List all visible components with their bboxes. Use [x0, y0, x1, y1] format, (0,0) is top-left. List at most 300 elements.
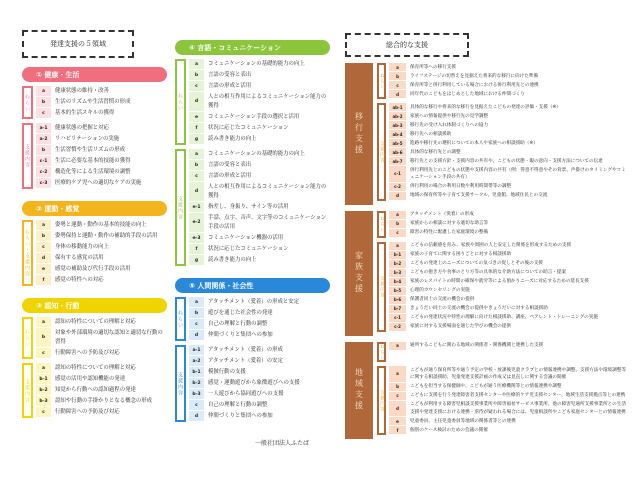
support-groups: [377, 211, 630, 336]
item-text: 具体的な移行先との調整: [410, 149, 461, 155]
item-text: 家族に対する支援場面を通じた学びの機会の提供: [410, 324, 512, 329]
item-code: a-2: [189, 356, 204, 366]
item-code: b: [389, 220, 406, 228]
item-code: b: [36, 97, 51, 107]
list-item: [36, 167, 167, 177]
list-item: [189, 319, 330, 329]
item-code: a: [36, 317, 51, 327]
item-code: b: [36, 328, 51, 347]
list-item: [189, 213, 330, 232]
item-text: 認知や行動の手掛かりとなる概念の形成: [55, 398, 153, 404]
item-text: 言語の受容と表出: [208, 162, 252, 168]
item-text: 移行先との支援方針・支援内容の共有や、こどもの状態・親の意向・支援方法についての伝達: [410, 158, 603, 164]
item-text: 保有する感覚の活用: [55, 255, 104, 261]
item-text: 姿勢と運動・動作の基本的技能の向上: [55, 222, 147, 228]
list-item: [189, 202, 330, 212]
item-code: c-3: [36, 178, 51, 188]
item-text: 言語の形成と活用: [208, 83, 252, 89]
item-text: 認知の特性についての理解と対応: [55, 319, 136, 325]
list-item: [389, 242, 630, 250]
support-groups: [377, 342, 630, 440]
item-text: 併行利用の場合の利用日数や利用時間帯等の調整: [410, 184, 512, 189]
item-code: b-1: [389, 251, 406, 259]
item-text: コミュニケーションの基礎的能力の向上: [208, 61, 305, 67]
group: [377, 63, 630, 99]
list-item: [189, 308, 330, 318]
item-code: e: [389, 417, 406, 425]
item-code: b: [389, 72, 406, 80]
list-item: [389, 103, 630, 111]
item-text: 健康状態の把握と対応: [55, 125, 109, 131]
list-item: [36, 396, 167, 406]
list-item: [389, 72, 630, 80]
item-text: きょうだい同士の交流の機会の提供やきょうだいに対する相談援助: [410, 306, 548, 311]
item-code: d: [36, 253, 51, 263]
list-item: [36, 231, 167, 241]
item-code: f: [189, 123, 204, 133]
section-header: ④ 言語・コミュニケーション: [175, 40, 330, 55]
item-text: 対象や外部環境の適切な認知と適切な行動の習得: [55, 330, 163, 345]
item-text: 障害の特性に配慮した家庭環境の整備: [410, 230, 489, 235]
list-item: [36, 275, 167, 285]
item-code: b: [189, 160, 204, 170]
list-item: [36, 363, 167, 373]
item-text: 感覚・運動遊びから象徴遊びへの支援: [208, 380, 300, 386]
group: [22, 317, 167, 359]
item-text: 模倣行動の支援: [208, 369, 246, 375]
list-item: [36, 145, 167, 155]
group: [175, 59, 330, 145]
item-code: c-2: [389, 183, 406, 191]
list-item: [189, 400, 330, 410]
item-code: b: [189, 308, 204, 318]
item-text: 移行先の受け入れ体制づくりへの協力: [410, 122, 489, 128]
list-item: [189, 92, 330, 111]
item-code: c: [389, 81, 406, 89]
item-code: b-2: [389, 260, 406, 268]
item-text: 個別のケース検討のための会議の開催: [410, 427, 488, 433]
group: [377, 211, 630, 238]
item-list: [389, 103, 630, 201]
item-code: a: [389, 342, 406, 350]
list-item: [389, 211, 630, 219]
list-item: [389, 121, 630, 129]
item-text: 知覚から行動への認知過程の発達: [55, 387, 136, 393]
list-item: [389, 426, 630, 434]
group-label: 支援内容: [377, 103, 386, 201]
item-text: 認知の特性についての理解と対応: [55, 365, 136, 371]
item-code: d: [389, 192, 406, 200]
list-item: [189, 59, 330, 69]
item-code: a: [36, 86, 51, 96]
item-code: a: [36, 363, 51, 373]
item-code: ab-2: [389, 112, 406, 120]
support-category-label: 地域支援: [345, 342, 373, 440]
list-item: [36, 407, 167, 417]
item-text: 保護者同士の交流の機会の提供: [410, 297, 475, 302]
item-text: 状況に応じたコミュニケーション: [208, 125, 289, 131]
comprehensive-support-title: 総合的な支援: [345, 33, 469, 57]
group: [22, 123, 167, 189]
group: [377, 242, 630, 332]
support-transition: [345, 63, 630, 205]
list-item: [36, 108, 167, 118]
middle-column: [175, 40, 330, 447]
five-areas-title: 発達支援の５領域: [22, 30, 134, 58]
item-code: f: [389, 426, 406, 434]
list-item: [189, 356, 330, 366]
organization-footer: 一般社団法人ふたば: [255, 440, 310, 447]
item-text: 構造化等による生活環境の調整: [55, 169, 131, 175]
item-text: 仲間づくりと集団への参加: [208, 332, 273, 338]
item-text: 家族からの相談に対する適切な助言等: [410, 221, 489, 226]
item-code: c-1: [389, 166, 406, 182]
item-code: e-2: [189, 213, 204, 232]
right-column: [345, 33, 630, 445]
list-item: [189, 112, 330, 122]
item-text: アタッチメント（愛着）の形成: [208, 347, 283, 353]
item-code: b: [389, 383, 406, 391]
item-text: 医療的ケア児への適切なケアの実施: [55, 180, 142, 186]
item-list: [389, 242, 630, 332]
item-code: c-1: [36, 156, 51, 166]
group: [377, 342, 630, 363]
item-code: ab-5: [389, 139, 406, 147]
item-text: 手話、点字、音声、文字等のコミュニケーション手段の活用: [208, 215, 327, 230]
list-item: [389, 251, 630, 259]
group: [175, 297, 330, 341]
item-code: c: [36, 108, 51, 118]
list-item: [36, 374, 167, 384]
list-item: [189, 345, 330, 355]
group-label: 支援内容: [377, 366, 386, 435]
item-code: b-7: [389, 305, 406, 313]
item-text: 移行先への相談援助: [410, 131, 452, 137]
list-item: [36, 348, 167, 358]
list-item: [389, 278, 630, 286]
list-item: [36, 86, 167, 96]
group: [22, 220, 167, 286]
list-item: [36, 156, 167, 166]
item-code: ab-6: [389, 148, 406, 156]
item-text: 感覚の補助及び代行手段の活用: [55, 266, 131, 272]
item-code: c: [189, 400, 204, 410]
item-text: 具体的な移行や将来的な移行を見据えたこどもの発達の評価・支援（※）: [410, 104, 561, 110]
item-text: 感覚の特性への対応: [55, 277, 104, 283]
item-text: 健康状態の維持・改善: [55, 88, 109, 94]
section-header: ② 運動・感覚: [22, 201, 167, 216]
item-list: [189, 297, 330, 341]
list-item: [389, 90, 630, 98]
item-text: アタッチメント（愛着）の形成: [410, 212, 474, 217]
item-text: コミュニケーション機器の活用: [208, 235, 284, 241]
group-label: ねらい: [175, 297, 186, 341]
item-text: こどもが通う保育所等や通う予定の学校・放課後児童クラブとの情報連携や調整、支援方法や環境調整等に関する相談援助、児童発達支援計画の作成又は見直しに関する会議の開催: [410, 367, 626, 380]
item-code: b-3: [189, 389, 204, 399]
item-text: 生活のリズムや生活習慣の形成: [55, 99, 131, 105]
list-item: [189, 367, 330, 377]
group: [175, 345, 330, 422]
group-label: ねらい: [22, 86, 33, 119]
list-item: [36, 220, 167, 230]
item-list: [189, 345, 330, 422]
item-list: [389, 342, 630, 363]
list-item: [389, 220, 630, 228]
item-text: 家族への情報提供や移行先の見学調整: [410, 113, 489, 119]
item-code: ab-1: [389, 103, 406, 111]
group: [22, 86, 167, 119]
list-item: [189, 123, 330, 133]
item-text: 感覚の活用や認知機能の発達: [55, 376, 126, 382]
list-item: [189, 378, 330, 388]
section-health-life: [22, 67, 167, 193]
support-community: [345, 342, 630, 440]
section-header: ① 健康・生活: [22, 67, 167, 82]
list-item: [389, 192, 630, 200]
list-item: [36, 123, 167, 133]
item-code: b-1: [36, 374, 51, 384]
section-language-communication: [175, 40, 330, 270]
list-item: [189, 160, 330, 170]
item-text: 行動障害への予防及び対応: [55, 409, 120, 415]
item-code: a-1: [189, 345, 204, 355]
list-item: [389, 323, 630, 331]
item-text: 一人遊びから協同遊びへの支援: [208, 391, 284, 397]
section-cognition-behavior: [22, 298, 167, 422]
item-code: b-6: [389, 296, 406, 304]
list-item: [389, 342, 630, 350]
item-code: g: [189, 134, 204, 144]
left-column: [22, 30, 167, 430]
list-item: [389, 366, 630, 382]
list-item: [189, 171, 330, 181]
item-text: 読み書き能力の向上: [208, 257, 257, 263]
group: [377, 103, 630, 201]
item-text: 家族の子育てに関する困りごとに対する相談援助: [410, 252, 512, 257]
item-code: ab-7: [389, 157, 406, 165]
item-text: 家族のレスパイトの時間の確保や就労等による預かりニーズに対応するための延長支援: [410, 279, 589, 284]
item-text: リハビリテーションの実施: [55, 136, 120, 142]
item-code: a: [389, 242, 406, 250]
item-code: f: [36, 275, 51, 285]
list-item: [189, 255, 330, 265]
group-label: 支援内容: [175, 345, 186, 422]
item-code: e: [189, 112, 204, 122]
list-item: [389, 287, 630, 295]
item-code: b-4: [389, 278, 406, 286]
item-text: 保育所等と併行利用している場合における併行利用先との連携: [410, 82, 539, 88]
list-item: [389, 112, 630, 120]
item-list: [36, 220, 167, 286]
list-item: [389, 183, 630, 191]
item-code: a-2: [36, 134, 51, 144]
list-item: [189, 70, 330, 80]
item-list: [36, 123, 167, 189]
item-text: 生活習慣や生活リズムの形成: [55, 147, 125, 153]
item-code: a: [389, 63, 406, 71]
item-code: a: [36, 220, 51, 230]
item-code: c-2: [36, 167, 51, 177]
item-text: こどもの発達上のニーズについての気づきの促しとその後の支援: [410, 261, 543, 266]
item-text: 身体の移動能力の向上: [55, 244, 109, 250]
item-code: e-1: [189, 202, 204, 212]
list-item: [36, 242, 167, 252]
item-text: こどもに支援を行う発達障害者支援センターや医療的ケア児支援センター、地域生活支援拠点等との連携: [410, 393, 626, 398]
item-code: g: [189, 255, 204, 265]
support-category-label: 移行支援: [345, 63, 373, 205]
item-list: [389, 366, 630, 435]
section-header: ⑤ 人間関係・社会性: [175, 278, 330, 293]
section-relationships-social: [175, 278, 330, 426]
item-text: こどもの発達状況や特性の理解に向けた相談援助、講座、ペアレント・トレーニングの実施: [410, 315, 598, 320]
group-label: ねらい: [22, 317, 33, 359]
item-list: [389, 211, 630, 238]
list-item: [36, 253, 167, 263]
item-text: アタッチメント（愛着）の形成と安定: [208, 299, 300, 305]
support-category-label: 家族支援: [345, 211, 373, 336]
item-text: 生活に必要な基本的技能の獲得: [55, 158, 131, 164]
item-code: c: [389, 229, 406, 237]
item-code: ab-4: [389, 130, 406, 138]
list-item: [389, 157, 630, 165]
group-label: ねらい: [175, 59, 186, 145]
item-code: b-1: [189, 367, 204, 377]
item-text: 同年代のこどもをはじめとした地域における仲間づくり: [410, 91, 525, 97]
item-code: e: [36, 264, 51, 274]
item-text: こどもの抱き方や食事のとり方等の具体的な介助方法についての助言・提案: [410, 270, 567, 275]
item-text: 読み書き能力の向上: [208, 136, 257, 142]
list-item: [189, 244, 330, 254]
item-code: b-2: [36, 385, 51, 395]
item-text: コミュニケーション手段の選択と活用: [208, 114, 300, 120]
section-motor-sensory: [22, 201, 167, 290]
list-item: [389, 229, 630, 237]
list-item: [189, 182, 330, 201]
group-label: 支援内容: [377, 242, 386, 332]
item-list: [389, 63, 630, 99]
item-code: d: [189, 182, 204, 201]
list-item: [189, 297, 330, 307]
group-label: ねらい: [377, 211, 386, 238]
item-text: 指差し、身振り、サイン等の活用: [208, 204, 289, 210]
item-text: 保育所等への移行支援: [410, 64, 456, 70]
item-code: e-3: [189, 233, 204, 243]
group-label: ねらい: [377, 63, 386, 99]
item-code: ab-3: [389, 121, 406, 129]
list-item: [36, 264, 167, 274]
item-code: c-1: [389, 314, 406, 322]
list-item: [36, 328, 167, 347]
list-item: [389, 296, 630, 304]
item-code: c: [189, 171, 204, 181]
list-item: [389, 269, 630, 277]
item-text: 自己の理解と行動の調整: [208, 402, 268, 408]
item-code: c-2: [389, 323, 406, 331]
item-code: b-2: [189, 378, 204, 388]
item-text: 仲間づくりと集団への参加: [208, 413, 273, 419]
list-item: [36, 134, 167, 144]
item-text: 人との相互作用によるコミュニケーション能力の獲得: [208, 94, 327, 109]
item-text: こどもを担当する保健師や、こどもが通う医療機関等との情報連携や調整: [410, 384, 562, 389]
item-list: [189, 149, 330, 266]
item-list: [36, 363, 167, 418]
item-code: b: [36, 231, 51, 241]
item-text: 進路や移行先の選択についての本人や家族への相談援助（※）: [410, 140, 538, 146]
item-code: b-3: [36, 396, 51, 406]
item-code: c: [389, 392, 406, 400]
list-item: [389, 401, 630, 417]
group-label: ねらい・支援内容: [22, 220, 33, 286]
item-text: 併行利用先とのこどもの状態や支援内容の共有（例：得意不得意やその背景、声掛けのタイミングやコミュニケーション手段の共有）: [410, 167, 626, 180]
list-item: [189, 330, 330, 340]
group-label: 支援内容: [22, 363, 33, 418]
item-list: [36, 86, 167, 119]
group-label: 支援内容: [22, 123, 33, 189]
item-code: b-5: [389, 287, 406, 295]
item-code: a: [389, 366, 406, 382]
item-code: d: [189, 411, 204, 421]
group: [175, 149, 330, 266]
item-code: d: [189, 330, 204, 340]
item-code: a: [189, 59, 204, 69]
group: [377, 366, 630, 435]
list-item: [189, 233, 330, 243]
item-code: c: [36, 348, 51, 358]
item-text: 言語の形成と活用: [208, 173, 252, 179]
item-text: 自己の理解と行動の調整: [208, 321, 268, 327]
list-item: [36, 178, 167, 188]
list-item: [389, 260, 630, 268]
list-item: [36, 385, 167, 395]
item-code: c: [189, 319, 204, 329]
group-label: ねらい: [377, 342, 386, 363]
item-text: 言語の受容と表出: [208, 72, 252, 78]
item-code: c: [36, 242, 51, 252]
list-item: [389, 383, 630, 391]
list-item: [389, 305, 630, 313]
item-text: コミュニケーションの基礎的能力の向上: [208, 151, 305, 157]
support-family: [345, 211, 630, 336]
list-item: [189, 134, 330, 144]
item-text: 心理的カウンセリングの実施: [410, 288, 470, 293]
list-item: [389, 392, 630, 400]
list-item: [389, 417, 630, 425]
item-text: 行動障害への予防及び対応: [55, 350, 120, 356]
item-code: a: [389, 211, 406, 219]
list-item: [389, 81, 630, 89]
list-item: [389, 148, 630, 156]
item-code: d: [389, 90, 406, 98]
item-code: b: [189, 70, 204, 80]
list-item: [189, 81, 330, 91]
item-text: こどもが利用する障害児相談支援事業所や障害福祉サービス事業所、他の障害児通所支援事業所との生活支援や発達支援における連携・虐待が疑われる場合には、児童相談所やこども家庭センターとの情報連携: [410, 402, 626, 415]
item-list: [36, 317, 167, 359]
item-text: アタッチメント（愛着）の安定: [208, 358, 283, 364]
list-item: [389, 130, 630, 138]
item-text: 人との相互作用によるコミュニケーション能力の獲得: [208, 184, 327, 199]
item-text: 遊びを通じた社会性の発達: [208, 310, 273, 316]
list-item: [389, 63, 630, 71]
item-code: d: [189, 92, 204, 111]
list-item: [389, 166, 630, 182]
item-text: こどもの信頼感を育み、家族や周囲の人と安定した関係を形成するための支援: [410, 243, 572, 248]
list-item: [36, 317, 167, 327]
item-code: d: [389, 401, 406, 417]
item-text: 通所するこどもに関わる地域の関係者・関係機関と連携した支援: [410, 343, 544, 348]
item-code: c: [189, 81, 204, 91]
item-code: b: [36, 145, 51, 155]
list-item: [36, 97, 167, 107]
